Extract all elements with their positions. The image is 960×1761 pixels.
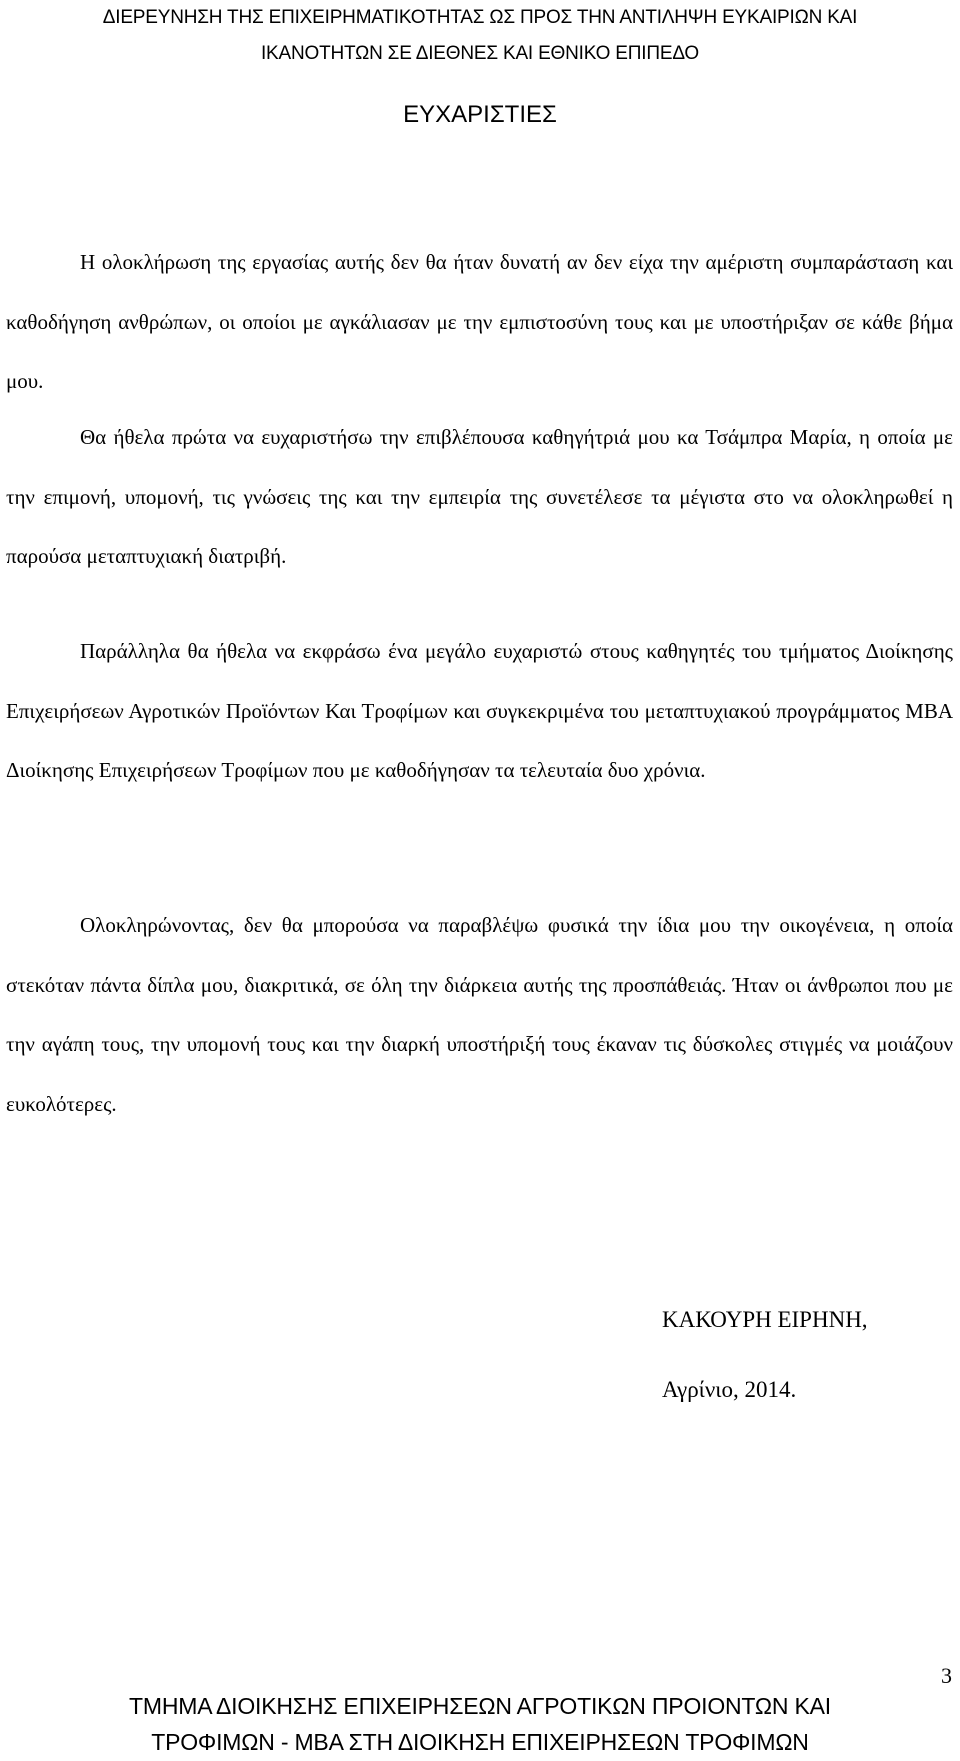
paragraph-supervisor: Θα ήθελα πρώτα να ευχαριστήσω την επιβλέπουσα καθηγήτριά μου κα Τσάμπρα Μαρία, η οποία με την επιμονή, υπομονή, τις γνώσεις της και την εμπειρία της συνετέλεσε τα μέγιστα στο να ολοκληρωθεί η παρούσα μεταπτυχιακή διατριβή. [6,425,953,568]
page-number: 3 [941,1663,952,1688]
page-header [0,0,960,72]
signature-place-date: Αγρίνιο, 2014. [662,1377,797,1402]
header-line-2: ΙΚΑΝΟΤΗΤΩΝ ΣΕ ΔΙΕΘΝΕΣ ΚΑΙ ΕΘΝΙΚΟ ΕΠΙΠΕΔΟ [260,43,700,64]
header-line-1: ΔΙΕΡΕΥΝΗΣΗ ΤΗΣ ΕΠΙΧΕΙΡΗΜΑΤΙΚΟΤΗΤΑΣ ΩΣ ΠΡΟΣ ΤΗΝ ΑΝΤΙΛΗΨΗ ΕΥΚΑΙΡΙΩΝ ΚΑΙ [102,7,858,28]
signature-name: ΚΑΚΟΥΡΗ ΕΙΡΗΝΗ, [662,1307,868,1332]
section-title: ΕΥΧΑΡΙΣΤΙΕΣ [403,101,557,128]
paragraph-intro: Η ολοκλήρωση της εργασίας αυτής δεν θα ήταν δυνατή αν δεν είχα την αμέριστη συμπαράσταση και καθοδήγηση ανθρώπων, οι οποίοι με αγκάλιασαν με την εμπιστοσύνη τους και με υποστήριξαν σε κάθε βήμα μου. [6,250,953,393]
footer-line-1: ΤΜΗΜΑ ΔΙΟΙΚΗΣΗΣ ΕΠΙΧΕΙΡΗΣΕΩΝ ΑΓΡΟΤΙΚΩΝ ΠΡΟΙΟΝΤΩΝ ΚΑΙ [129,1693,831,1719]
paragraph-professors: Παράλληλα θα ήθελα να εκφράσω ένα μεγάλο ευχαριστώ στους καθηγητές του τμήματος Διοίκησης Επιχειρήσεων Αγροτικών Προϊόντων Και Τροφίμων και συγκεκριμένα του μεταπτυχιακού προγράμματος MBA Διοίκησης Επιχειρήσεων Τροφίμων που με καθοδήγησαν τα τελευταία δυο χρόνια. [6,639,953,782]
footer-line-2: ΤΡΟΦΙΜΩΝ - MBA ΣΤΗ ΔΙΟΙΚΗΣΗ ΕΠΙΧΕΙΡΗΣΕΩΝ ΤΡΟΦΙΜΩΝ [151,1729,809,1755]
paragraph-family: Ολοκληρώνοντας, δεν θα μπορούσα να παραβλέψω φυσικά την ίδια μου την οικογένεια, η οποία στεκόταν πάντα δίπλα μου, διακριτικά, σε όλη την διάρκεια αυτής της προσπάθειάς. Ήταν οι άνθρωποι που με την αγάπη τους, την υπομονή τους και την διαρκή υποστήριξή τους έκαναν τις δύσκολες στιγμές να μοιάζουν ευκολότερες. [6,913,953,1116]
page-footer [0,1688,960,1760]
